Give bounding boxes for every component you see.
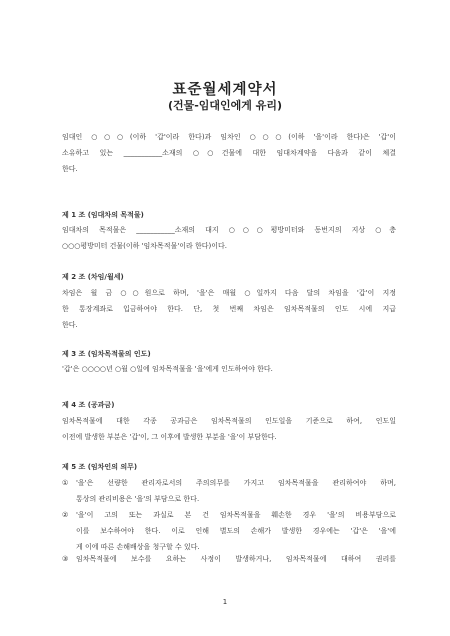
article-line: 차임은 월 금 ○○원으로 하며, '을'은 매월 ○일까지 다음 달의 차임을 '갑'이 지정 xyxy=(62,289,396,297)
intro-line: 임대인 ○○○(이하 '갑'이라 한다)과 임차인 ○○○(이하 '을'이라 한다)은 '갑'이 xyxy=(62,133,396,141)
intro-line: 한다. xyxy=(62,165,78,173)
article-line: 한 통장계좌로 입금하여야 한다. 단, 첫 번째 차임은 임차목적물의 인도 시에 지급 xyxy=(62,305,396,313)
article-2-heading: 제 2 조 (차임/월세) xyxy=(62,273,124,281)
item-number: ② xyxy=(62,511,69,519)
article-line: 한다. xyxy=(62,321,78,329)
article-4-heading: 제 4 조 (공과금) xyxy=(62,401,115,409)
article-1-heading: 제 1 조 (임대차의 목적물) xyxy=(62,211,144,219)
item-line: '을'은 선량한 관리자로서의 주의의무를 가지고 임차목적물을 관리하여야 하며, xyxy=(76,479,396,487)
document-subtitle: (건물-임대인에게 유리) xyxy=(167,99,283,112)
article-4-body xyxy=(62,413,396,445)
item-number: ③ xyxy=(62,555,69,563)
item-line: 게 이에 따른 손해배상을 청구할 수 있다. xyxy=(76,543,200,551)
article-2-body xyxy=(62,285,396,333)
article-line: ○○○평방미터 건물(이하 '임차목적물'이라 한다)이다. xyxy=(62,242,228,250)
page-number: 1 xyxy=(222,598,228,606)
article-5-item-1 xyxy=(62,475,396,507)
article-3-heading: 제 3 조 (임차목적물의 인도) xyxy=(62,350,151,358)
article-3-body xyxy=(62,361,396,377)
intro-paragraph xyxy=(62,129,396,177)
item-line: 통상의 관리비용은 '을'의 부담으로 한다. xyxy=(76,495,200,503)
article-5-item-2 xyxy=(62,507,396,555)
item-number: ① xyxy=(62,479,69,487)
intro-line: 소유하고 있는 ___________소재의 ○○건물에 대한 임대차계약을 다음과 같이 체결 xyxy=(62,149,396,157)
item-line: '을'이 고의 또는 과실로 본 건 임차목적물을 훼손한 경우 '을'의 비용부담으로 xyxy=(76,511,396,519)
article-line: 임차목적물에 대한 각종 공과금은 임차목적물의 인도일을 기준으로 하여, 인도일 xyxy=(62,417,396,425)
article-5-item-3 xyxy=(62,551,396,567)
article-line: 임대차의 목적물은 ___________소재의 대지 ○○○평방미터와 동번지의 지상 ○층 xyxy=(62,226,396,234)
article-5-heading: 제 5 조 (임차인의 의무) xyxy=(62,463,138,471)
article-line: '갑'은 ○○○○년 ○월 ○일에 임차목적물을 '을'에게 인도하여야 한다. xyxy=(62,365,273,373)
item-line: 임차목적물에 보수를 요하는 사정이 발생하거나, 임차목적물에 대하여 권리를 xyxy=(76,555,396,563)
article-line: 이전에 발생한 부분은 '갑'이, 그 이후에 발생한 부분을 '을'이 부담한다. xyxy=(62,433,277,441)
item-line: 이를 보수하여야 한다. 이로 인해 별도의 손해가 발생한 경우에는 '갑'은 '을'에 xyxy=(76,527,396,535)
article-1-body xyxy=(62,222,396,254)
document-title: 표준월세계약서 xyxy=(172,82,278,98)
